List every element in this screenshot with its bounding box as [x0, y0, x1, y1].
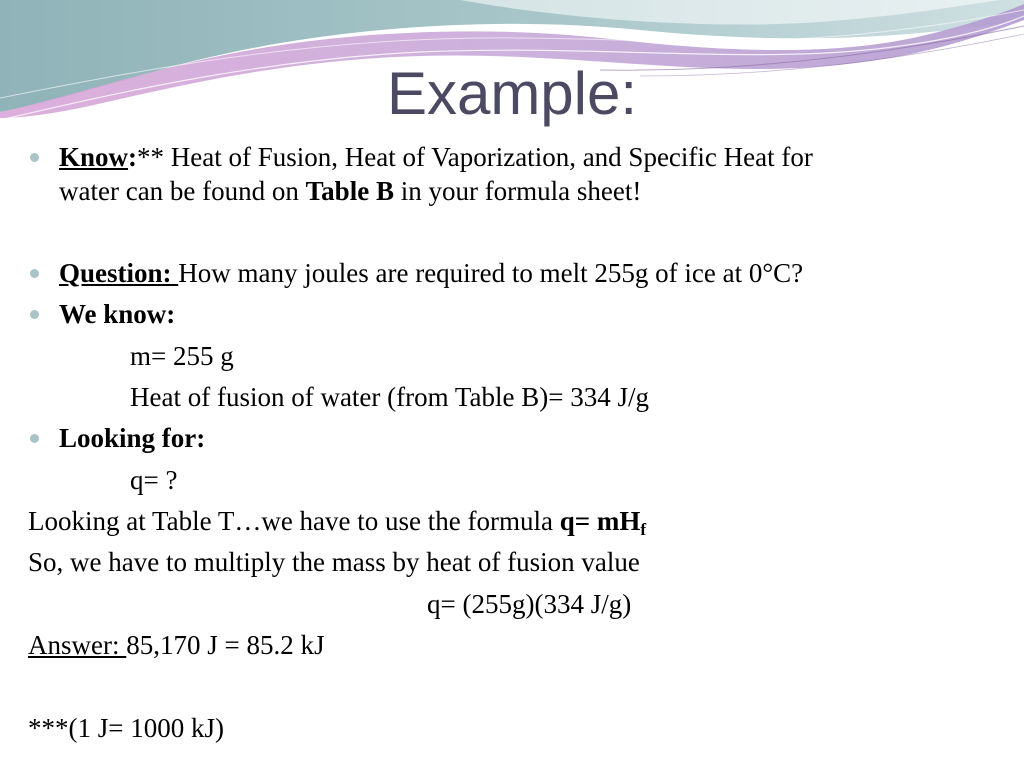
formula-main: q= mH — [559, 506, 641, 536]
formula-subscript: f — [640, 520, 647, 539]
looking-for-label: Looking for: — [59, 423, 206, 453]
question-line — [59, 257, 803, 290]
formula-line — [28, 505, 646, 538]
we-know-label: We know: — [59, 299, 176, 329]
know-colon: : — [128, 142, 138, 172]
bullet-icon — [30, 153, 39, 162]
formula-line-text: Looking at Table T…we have to use the formula — [28, 506, 560, 536]
multiply-line: So, we have to multiply the mass by heat of fusion value — [28, 547, 640, 577]
heat-of-fusion-value: Heat of fusion of water (from Table B)= 334 J/g — [130, 382, 649, 412]
know-text-2a: water can be found on — [59, 176, 306, 206]
slide-title: Example: — [386, 60, 638, 127]
mass-value: m= 255 g — [130, 341, 234, 371]
bullet-icon — [30, 269, 39, 278]
know-label: Know — [59, 142, 129, 172]
know-line-2 — [59, 175, 641, 208]
know-text-2c: in your formula sheet! — [393, 176, 642, 206]
question-text: How many joules are required to melt 255g of ice at 0°C? — [178, 258, 804, 288]
know-line-1 — [59, 141, 813, 174]
looking-for-value: q= ? — [130, 465, 178, 495]
footnote: ***(1 J= 1000 kJ) — [28, 713, 224, 743]
bullet-icon — [30, 434, 39, 443]
know-text-1: ** Heat of Fusion, Heat of Vaporization, and Specific Heat for — [137, 142, 813, 172]
answer-value: 85,170 J = 85.2 kJ — [126, 630, 325, 660]
question-label: Question: — [59, 258, 179, 288]
table-b-emphasis: Table B — [305, 176, 394, 206]
answer-line — [28, 629, 324, 662]
bullet-icon — [30, 310, 39, 319]
calculation-line: q= (255g)(334 J/g) — [427, 589, 632, 619]
answer-label: Answer: — [28, 630, 127, 660]
